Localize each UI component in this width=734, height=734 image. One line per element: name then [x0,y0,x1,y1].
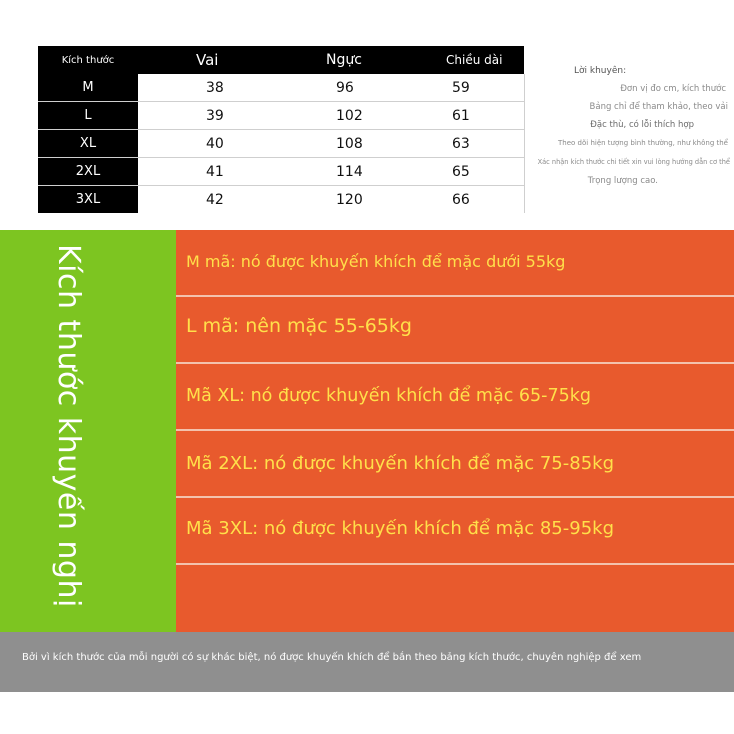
size-label: XL [38,130,138,158]
length-value: 65 [370,158,524,186]
size-label: 2XL [38,158,138,186]
size-label: M [38,74,138,102]
recommendation-side-panel [0,230,176,632]
recommendation-text: Mã XL: nó được khuyến khích để mặc 65-75kg [186,386,591,406]
chest-value: 108 [336,135,363,152]
shoulder-value: 39 [206,107,224,124]
advice-line: Bảng chỉ để tham khảo, theo vải [589,102,728,112]
shoulder-value: 41 [206,163,224,180]
advice-title: Lời khuyên: [574,66,627,76]
empty-row [176,565,734,632]
recommendation-text: Mã 3XL: nó được khuyến khích để mặc 85-95kg [186,518,615,539]
length-value: 66 [370,186,524,214]
advice-line: Theo dõi hiện tượng bình thường, như không thể [558,139,728,147]
chest-value: 96 [336,79,354,96]
list-item [176,297,734,364]
list-item [176,498,734,565]
header-chest: Ngực [240,46,370,74]
recommendation-band [0,230,734,632]
recommendation-list [176,230,734,632]
shoulder-value: 40 [206,135,224,152]
list-item [176,364,734,431]
header-size: Kích thước [38,46,138,74]
footer-note [0,632,734,692]
chest-value: 114 [336,163,363,180]
table-row [38,158,524,186]
recommendation-text: M mã: nó được khuyến khích để mặc dưới 55kg [186,252,566,271]
chest-value: 120 [336,191,363,208]
shoulder-value: 38 [206,79,224,96]
recommendation-text: Mã 2XL: nó được khuyến khích để mặc 75-85kg [186,453,615,474]
advice-line: Trọng lượng cao. [587,176,658,186]
advice-line: Đơn vị đo cm, kích thước [620,84,726,94]
length-value: 63 [370,130,524,158]
recommendation-text: L mã: nên mặc 55-65kg [186,315,412,337]
size-table-header-row [38,46,524,74]
footer-note-text: Bởi vì kích thước của mỗi người có sự khác biệt, nó được khuyến khích để bắn theo bảng kích thước, chuyên nghiệp để xem [22,652,642,663]
shoulder-value: 42 [206,191,224,208]
list-item [176,431,734,498]
chest-value: 102 [336,107,363,124]
size-label: 3XL [38,186,138,214]
table-row [38,130,524,158]
table-row [38,74,524,102]
advice-line: Xác nhận kích thước chi tiết xin vui lòng hướng dẫn cơ thể [537,158,730,166]
length-value: 59 [370,74,524,102]
list-item [176,230,734,297]
table-row [38,186,524,214]
recommendation-title: Kích thước khuyến nghị [51,244,86,608]
length-value: 61 [370,102,524,130]
header-length: Chiều dài [370,46,524,74]
advice-line: Đặc thù, có lỗi thích hợp [590,120,694,130]
size-table [38,46,525,213]
table-row [38,102,524,130]
advice-notes [520,60,734,210]
size-label: L [38,102,138,130]
header-shoulder: Vai [138,46,240,74]
